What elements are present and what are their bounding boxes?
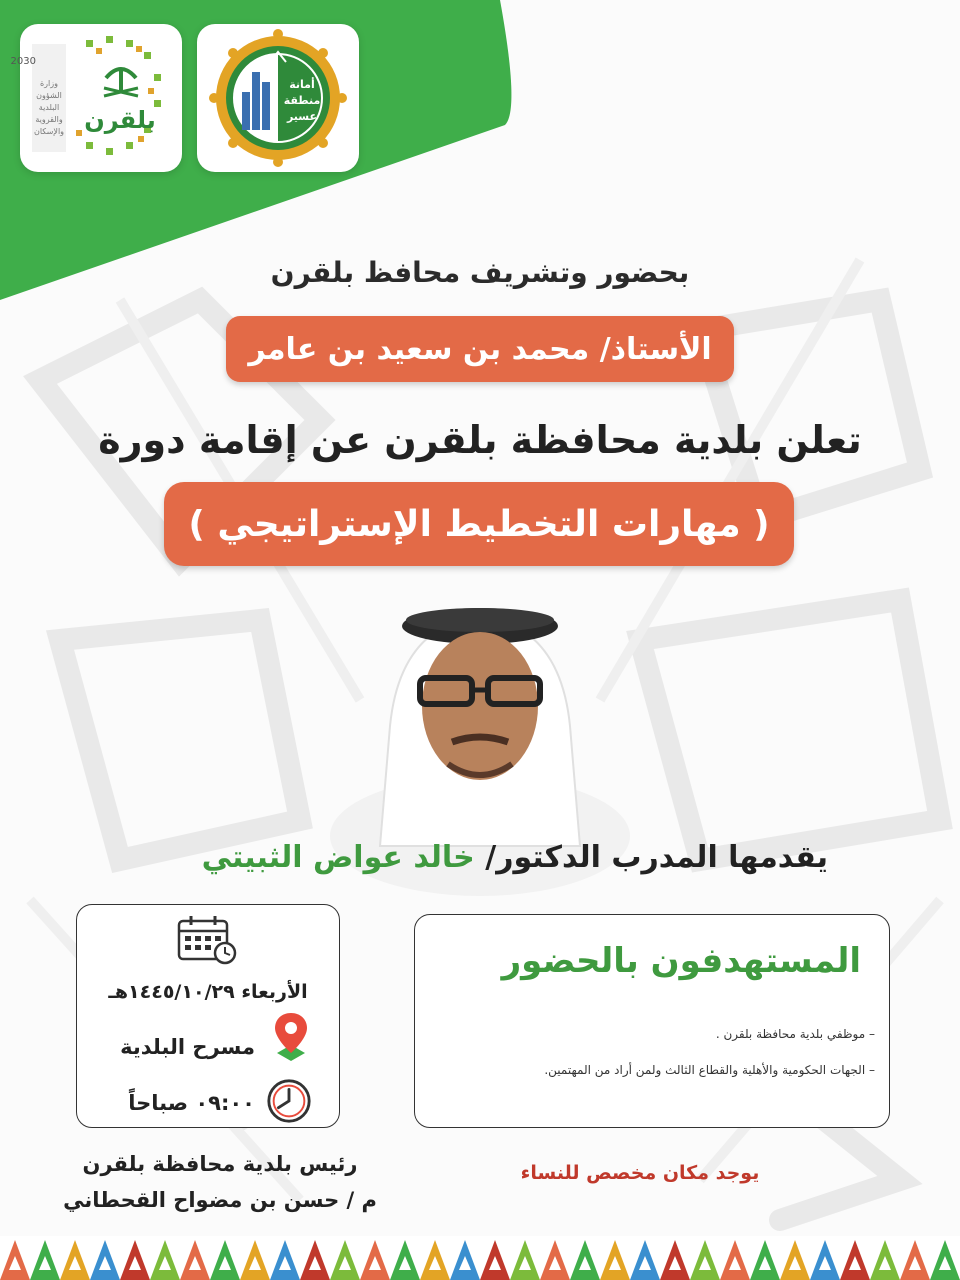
signer-name: م / حسن بن مضواح القحطاني: [63, 1188, 377, 1212]
balqarn-logo-icon: [10, 30, 176, 166]
svg-text:منطقة: منطقة: [283, 94, 321, 107]
svg-text:والإسكان: والإسكان: [33, 127, 65, 136]
announcement-line: تعلن بلدية محافظة بلقرن عن إقامة دورة: [98, 418, 862, 462]
signer-title: رئيس بلدية محافظة بلقرن: [82, 1152, 358, 1176]
audience-item-1: – موظفي بلدية محافظة بلقرن .: [715, 1027, 875, 1041]
trainer-prefix: يقدمها المدرب الدكتور/: [485, 840, 828, 875]
amana-logo-icon: [208, 30, 348, 166]
trainer-line: [202, 840, 828, 875]
trainer-name: خالد عواض الثبيتي: [201, 840, 475, 875]
svg-text:عسير: عسير: [286, 110, 318, 123]
details-box: [76, 904, 340, 1128]
vision-label: 2030: [10, 56, 36, 67]
event-date: الأربعاء ١٤٤٥/١٠/٢٩هـ: [108, 981, 308, 1003]
clock-icon: [265, 1077, 313, 1125]
women-section-note: يوجد مكان مخصص للنساء: [520, 1162, 760, 1184]
svg-text:والقروية: والقروية: [35, 115, 63, 124]
audience-item-2: – الجهات الحكومية والأهلية والقطاع الثالث ولمن أراد من المهتمين.: [544, 1063, 875, 1077]
amana-logo-card: [197, 24, 359, 172]
patron-name-pill: الأستاذ/ محمد بن سعيد بن عامر: [226, 316, 734, 382]
patronage-line: بحضور وتشريف محافظ بلقرن: [270, 256, 690, 289]
balqarn-logo-card: [10, 24, 182, 172]
calendar-icon: [175, 913, 239, 965]
trainer-photo: [330, 586, 630, 846]
svg-text:وزارة: وزارة: [39, 79, 59, 88]
decorative-triangle-strip: [0, 1236, 960, 1280]
audience-box: [414, 914, 890, 1128]
event-place: مسرح البلدية: [120, 1035, 255, 1059]
location-pin-icon: [271, 1009, 311, 1065]
course-title-pill: ( مهارات التخطيط الإستراتيجي ): [164, 482, 794, 566]
audience-title: المستهدفون بالحضور: [501, 941, 861, 981]
balqarn-logo-text: بلقرن: [84, 106, 156, 134]
svg-text:الشؤون: الشؤون: [36, 91, 62, 100]
svg-text:أمانة: أمانة: [289, 78, 315, 91]
svg-text:البلدية: البلدية: [38, 103, 60, 112]
event-time: ٠٩:٠٠ صباحاً: [128, 1091, 255, 1115]
